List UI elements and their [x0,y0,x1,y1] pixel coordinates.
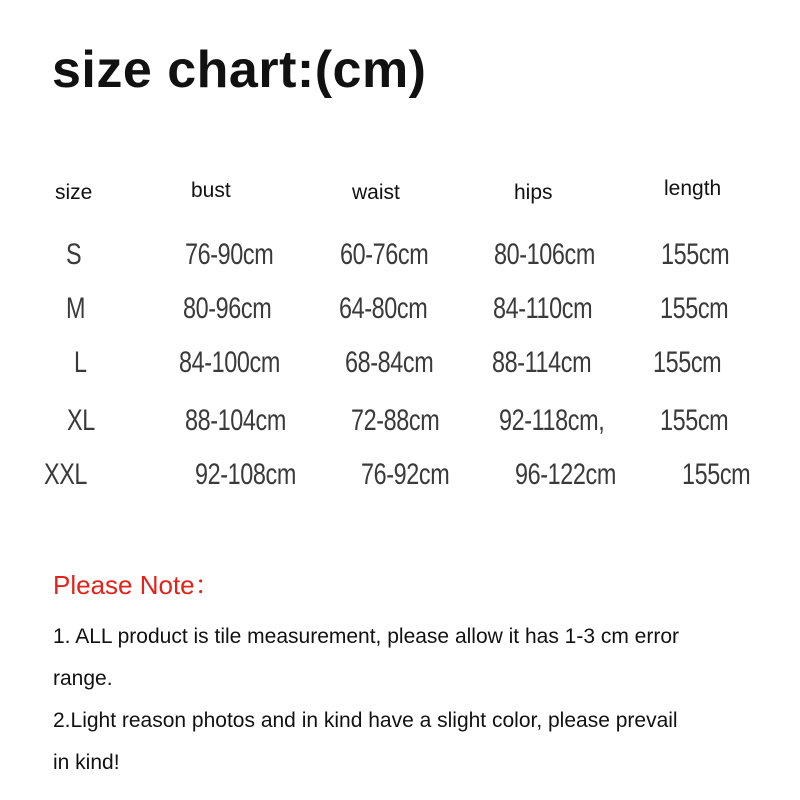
cell-hips: 92-118cm, [499,404,605,437]
note-line: 1. ALL product is tile measurement, please allow it has 1-3 cm error [53,625,680,648]
cell-size: M [66,292,86,325]
cell-size: XL [67,404,95,437]
cell-waist: 72-88cm [351,404,440,437]
header-hips: hips [514,181,553,204]
cell-length: 155cm [653,346,722,379]
cell-bust: 88-104cm [185,404,286,437]
note-line: 2.Light reason photos and in kind have a slight color, please prevail [53,709,678,732]
cell-length: 155cm [660,292,729,325]
note-line: in kind! [53,751,120,774]
cell-hips: 88-114cm [492,346,592,379]
note-line: range. [53,667,113,690]
cell-length: 155cm [682,458,751,491]
header-length: length [664,177,722,200]
cell-bust: 80-96cm [183,292,272,325]
cell-hips: 84-110cm [493,292,593,325]
header-bust: bust [191,179,231,202]
note-title: Please Note： [53,570,221,600]
cell-waist: 68-84cm [345,346,434,379]
cell-bust: 76-90cm [185,238,274,271]
cell-size: XXL [44,458,88,491]
cell-hips: 96-122cm [515,458,616,491]
cell-length: 155cm [661,238,730,271]
cell-bust: 84-100cm [179,346,280,379]
size-chart-title: size chart:(cm) [52,41,427,99]
cell-size: S [66,238,82,271]
header-waist: waist [352,181,400,204]
cell-hips: 80-106cm [494,238,595,271]
cell-size: L [74,346,87,379]
header-size: size [55,181,93,204]
cell-waist: 76-92cm [361,458,450,491]
cell-waist: 64-80cm [339,292,428,325]
cell-bust: 92-108cm [195,458,296,491]
cell-waist: 60-76cm [340,238,429,271]
cell-length: 155cm [660,404,729,437]
